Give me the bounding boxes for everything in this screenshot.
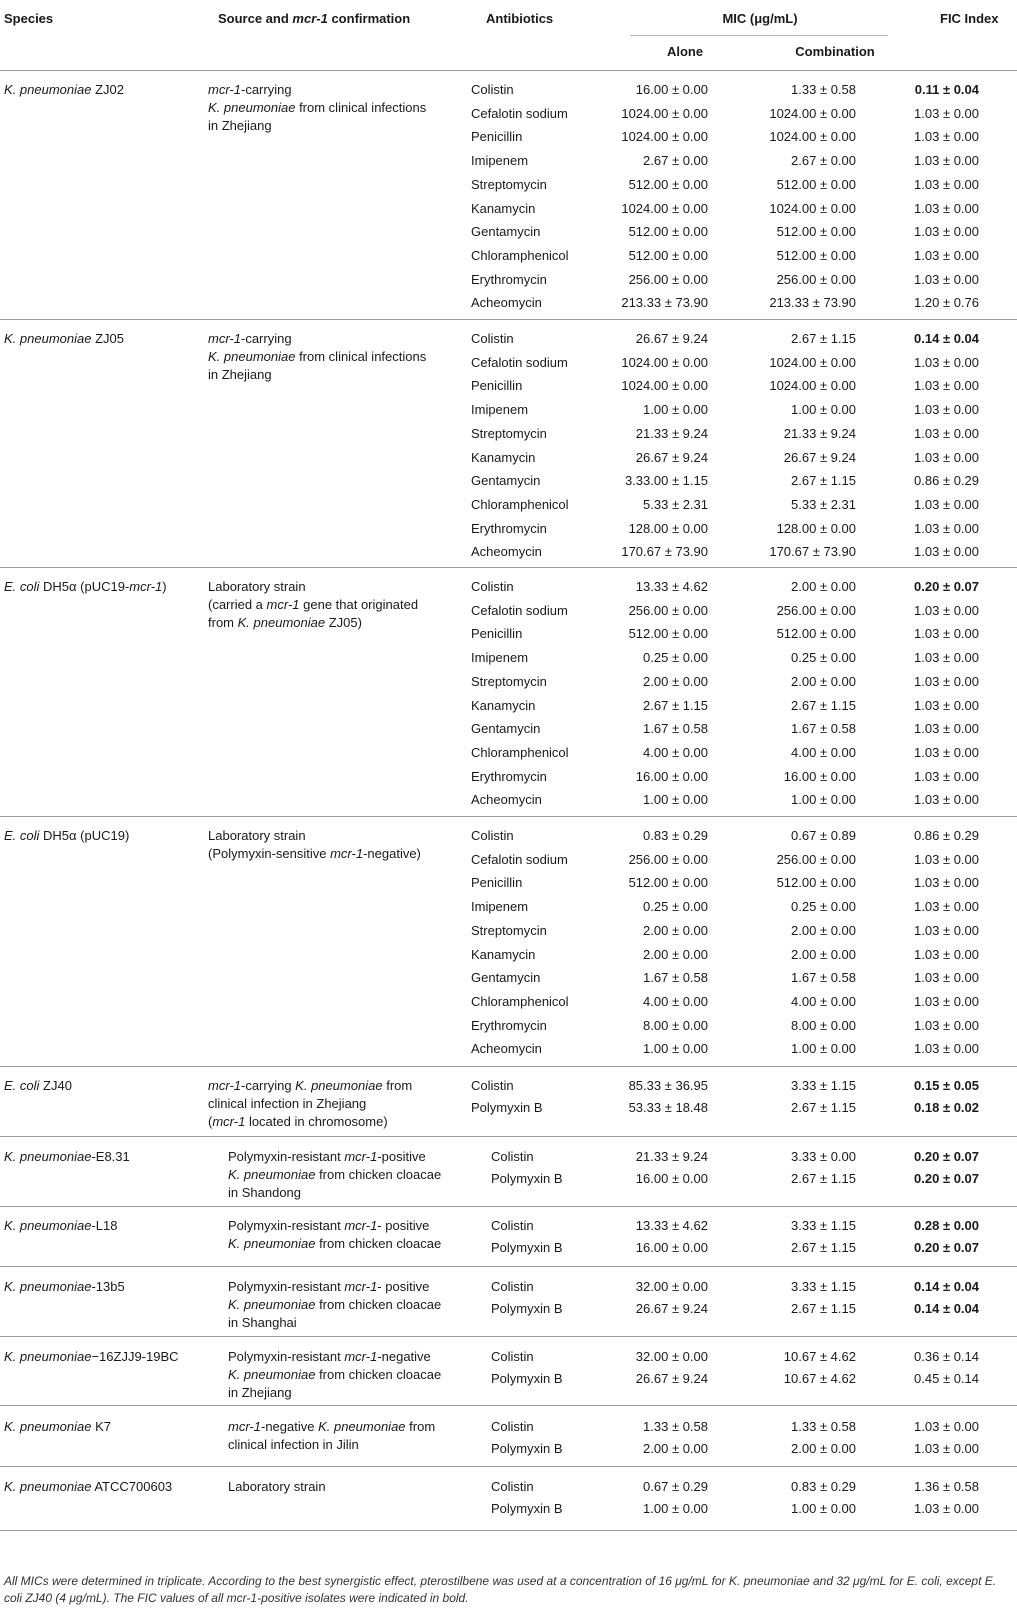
mic-alone-value: 0.25 ± 0.00: [643, 650, 708, 666]
mic-alone-value: 256.00 ± 0.00: [628, 602, 708, 618]
fic-index-value: 0.45 ± 0.14: [914, 1370, 979, 1386]
antibiotic-name: Colistin: [491, 1479, 534, 1494]
fic-index-value: 1.03 ± 0.00: [914, 970, 979, 986]
row-separator: [0, 1066, 1017, 1067]
row-separator: [0, 1136, 1017, 1137]
row-separator: [0, 816, 1017, 817]
mic-alone-value: 1024.00 ± 0.00: [621, 378, 708, 394]
mic-alone-value: 1.00 ± 0.00: [643, 402, 708, 418]
mic-alone-value: 21.33 ± 9.24: [635, 425, 708, 441]
fic-index-value: 0.20 ± 0.07: [914, 579, 979, 594]
mic-combination-value: 1.00 ± 0.00: [791, 1041, 856, 1057]
mic-combination-value: 1.00 ± 0.00: [791, 402, 856, 418]
mic-combination-value: 256.00 ± 0.00: [776, 851, 856, 867]
source-line: Polymyxin-resistant mcr-1- positive: [228, 1279, 430, 1294]
antibiotic-name: Gentamycin: [471, 473, 541, 489]
mic-combination-value: 2.67 ± 0.00: [791, 153, 856, 169]
fic-index-value: 1.03 ± 0.00: [914, 744, 979, 760]
mic-combination-value: 512.00 ± 0.00: [776, 626, 856, 642]
species-name: K. pneumoniae-E8.31: [4, 1149, 130, 1164]
mic-combination-value: 16.00 ± 0.00: [783, 768, 856, 784]
mic-combination-value: 2.00 ± 0.00: [791, 579, 856, 594]
antibiotic-name: Cefalotin sodium: [471, 602, 568, 618]
row-separator: [0, 1206, 1017, 1207]
mic-combination-value: 1.00 ± 0.00: [791, 792, 856, 808]
mic-combination-value: 0.67 ± 0.89: [791, 828, 856, 843]
antibiotic-name: Polymyxin B: [491, 1170, 563, 1186]
mic-alone-value: 512.00 ± 0.00: [628, 247, 708, 263]
mic-alone-value: 2.67 ± 1.15: [643, 697, 708, 713]
antibiotic-name: Colistin: [491, 1349, 534, 1364]
fic-index-value: 0.11 ± 0.04: [914, 82, 979, 97]
mic-alone-value: 4.00 ± 0.00: [643, 744, 708, 760]
antibiotic-name: Streptomycin: [471, 176, 547, 192]
source-line: in Shanghai: [228, 1315, 297, 1330]
antibiotic-name: Chloramphenicol: [471, 247, 569, 263]
mic-alone-value: 26.67 ± 9.24: [635, 1370, 708, 1386]
mic-combination-value: 512.00 ± 0.00: [776, 224, 856, 240]
fic-index-value: 1.03 ± 0.00: [914, 449, 979, 465]
mic-alone-value: 16.00 ± 0.00: [635, 1239, 708, 1255]
mic-alone-value: 21.33 ± 9.24: [635, 1149, 708, 1164]
fic-index-value: 1.03 ± 0.00: [914, 247, 979, 263]
source-line: K. pneumoniae from chicken cloacae: [228, 1367, 442, 1382]
mic-alone-value: 8.00 ± 0.00: [643, 1017, 708, 1033]
fic-index-value: 1.03 ± 0.00: [914, 946, 979, 962]
mic-alone-value: 32.00 ± 0.00: [635, 1279, 708, 1294]
fic-index-value: 1.03 ± 0.00: [914, 129, 979, 145]
fic-index-value: 1.03 ± 0.00: [914, 993, 979, 1009]
row-separator: [0, 567, 1017, 568]
mic-combination-value: 2.00 ± 0.00: [791, 946, 856, 962]
source-line: (Polymyxin-sensitive mcr-1-negative): [208, 846, 421, 861]
mic-alone-value: 13.33 ± 4.62: [635, 579, 708, 594]
fic-index-value: 0.86 ± 0.29: [914, 828, 979, 843]
mic-alone-value: 0.83 ± 0.29: [643, 828, 708, 843]
antibiotic-name: Gentamycin: [471, 970, 541, 986]
antibiotic-name: Acheomycin: [471, 544, 542, 560]
mic-combination-value: 21.33 ± 9.24: [783, 425, 856, 441]
antibiotic-name: Imipenem: [471, 650, 529, 666]
mic-combination-value: 1024.00 ± 0.00: [769, 105, 856, 121]
fic-index-value: 1.03 ± 0.00: [914, 768, 979, 784]
source-line: mcr-1-carrying K. pneumoniae from: [208, 1078, 413, 1093]
mic-combination-value: 2.67 ± 1.15: [791, 697, 856, 713]
source-line: K. pneumoniae from clinical infections: [208, 100, 427, 115]
fic-index-value: 1.03 ± 0.00: [914, 1419, 979, 1434]
header-mic: MIC (μg/mL): [722, 11, 798, 26]
fic-index-value: 1.03 ± 0.00: [914, 1500, 979, 1516]
mic-alone-value: 1.00 ± 0.00: [643, 792, 708, 808]
mic-combination-value: 3.33 ± 0.00: [791, 1149, 856, 1164]
mic-alone-value: 256.00 ± 0.00: [628, 271, 708, 287]
mic-alone-value: 1024.00 ± 0.00: [621, 354, 708, 370]
source-line: in Shandong: [228, 1185, 302, 1200]
antibiotic-name: Cefalotin sodium: [471, 105, 568, 121]
mic-combination-value: 0.83 ± 0.29: [791, 1479, 856, 1494]
fic-index-value: 1.03 ± 0.00: [914, 200, 979, 216]
source-line: Polymyxin-resistant mcr-1-positive: [228, 1149, 426, 1164]
fic-index-value: 0.15 ± 0.05: [914, 1078, 979, 1093]
mic-alone-value: 512.00 ± 0.00: [628, 626, 708, 642]
mic-alone-value: 4.00 ± 0.00: [643, 993, 708, 1009]
mic-combination-value: 8.00 ± 0.00: [791, 1017, 856, 1033]
mic-combination-value: 26.67 ± 9.24: [783, 449, 856, 465]
antibiotic-name: Polymyxin B: [491, 1500, 563, 1516]
antibiotic-name: Chloramphenicol: [471, 993, 569, 1009]
mic-combination-value: 2.67 ± 1.15: [791, 331, 856, 346]
mic-combination-value: 512.00 ± 0.00: [776, 176, 856, 192]
mic-combination-value: 1024.00 ± 0.00: [769, 354, 856, 370]
fic-index-value: 1.03 ± 0.00: [914, 520, 979, 536]
antibiotic-name: Acheomycin: [471, 792, 542, 808]
mic-combination-value: 10.67 ± 4.62: [783, 1370, 856, 1386]
header-alone: Alone: [666, 44, 704, 59]
fic-index-value: 1.03 ± 0.00: [914, 105, 979, 121]
species-name: K. pneumoniae−16ZJJ9-19BC: [4, 1349, 179, 1364]
mic-combination-value: 1.33 ± 0.58: [791, 1419, 856, 1434]
source-line: clinical infection in Zhejiang: [208, 1096, 367, 1111]
antibiotic-name: Cefalotin sodium: [471, 354, 568, 370]
antibiotic-name: Erythromycin: [471, 1017, 547, 1033]
antibiotic-name: Streptomycin: [471, 673, 547, 689]
fic-index-value: 1.03 ± 0.00: [914, 354, 979, 370]
fic-index-value: 1.03 ± 0.00: [914, 899, 979, 915]
header-fic-index: FIC Index: [940, 11, 999, 26]
source-line: Polymyxin-resistant mcr-1-negative: [228, 1349, 431, 1364]
mic-combination-value: 2.00 ± 0.00: [791, 922, 856, 938]
fic-index-value: 0.20 ± 0.07: [914, 1239, 979, 1255]
source-line: in Zhejiang: [228, 1385, 292, 1400]
species-name: K. pneumoniae ZJ02: [4, 82, 124, 97]
fic-index-value: 1.03 ± 0.00: [914, 176, 979, 192]
source-line: mcr-1-carrying: [208, 331, 292, 346]
mic-alone-value: 53.33 ± 18.48: [628, 1099, 708, 1115]
mic-combination-value: 3.33 ± 1.15: [791, 1078, 856, 1093]
mic-alone-value: 1024.00 ± 0.00: [621, 129, 708, 145]
antibiotic-name: Colistin: [491, 1279, 534, 1294]
mic-alone-value: 2.00 ± 0.00: [643, 673, 708, 689]
antibiotic-name: Penicillin: [471, 875, 523, 891]
antibiotic-name: Chloramphenicol: [471, 744, 569, 760]
antibiotic-name: Cefalotin sodium: [471, 851, 568, 867]
fic-index-value: 1.03 ± 0.00: [914, 721, 979, 737]
antibiotic-name: Colistin: [491, 1149, 534, 1164]
mic-combination-value: 213.33 ± 73.90: [769, 295, 856, 311]
antibiotic-name: Erythromycin: [471, 520, 547, 536]
antibiotic-name: Colistin: [471, 828, 514, 843]
fic-index-value: 0.14 ± 0.04: [914, 1279, 979, 1294]
header-combination: Combination: [795, 44, 875, 59]
antibiotic-name: Polymyxin B: [471, 1099, 543, 1115]
mic-alone-value: 1.00 ± 0.00: [643, 1041, 708, 1057]
antibiotic-name: Penicillin: [471, 626, 523, 642]
mic-alone-value: 512.00 ± 0.00: [628, 875, 708, 891]
row-separator: [0, 1466, 1017, 1467]
mic-combination-value: 3.33 ± 1.15: [791, 1218, 856, 1233]
fic-index-value: 1.03 ± 0.00: [914, 1041, 979, 1057]
fic-index-value: 1.03 ± 0.00: [914, 851, 979, 867]
mic-combination-value: 10.67 ± 4.62: [783, 1349, 856, 1364]
source-line: Laboratory strain: [228, 1479, 326, 1494]
mic-combination-value: 1024.00 ± 0.00: [769, 200, 856, 216]
mic-alone-value: 2.00 ± 0.00: [643, 946, 708, 962]
antibiotic-name: Penicillin: [471, 378, 523, 394]
antibiotic-name: Kanamycin: [471, 200, 536, 216]
antibiotic-name: Polymyxin B: [491, 1239, 563, 1255]
row-separator: [0, 319, 1017, 320]
antibiotic-name: Chloramphenicol: [471, 496, 569, 512]
mic-combination-value: 2.67 ± 1.15: [791, 1170, 856, 1186]
fic-index-value: 1.03 ± 0.00: [914, 875, 979, 891]
mic-alone-value: 2.00 ± 0.00: [643, 1440, 708, 1456]
mic-alone-value: 256.00 ± 0.00: [628, 851, 708, 867]
species-name: K. pneumoniae-L18: [4, 1218, 118, 1233]
antibiotic-name: Colistin: [491, 1419, 534, 1434]
antibiotic-name: Polymyxin B: [491, 1440, 563, 1456]
antibiotic-name: Polymyxin B: [491, 1300, 563, 1316]
fic-index-value: 1.03 ± 0.00: [914, 224, 979, 240]
mic-alone-value: 1.67 ± 0.58: [643, 721, 708, 737]
mic-combination-value: 128.00 ± 0.00: [776, 520, 856, 536]
fic-index-value: 0.28 ± 0.00: [914, 1218, 979, 1233]
species-name: E. coli ZJ40: [4, 1078, 72, 1093]
header-antibiotics: Antibiotics: [486, 11, 554, 26]
antibiotic-name: Kanamycin: [471, 449, 536, 465]
antibiotic-name: Colistin: [491, 1218, 534, 1233]
row-separator: [0, 70, 1017, 71]
mic-combination-value: 2.00 ± 0.00: [791, 673, 856, 689]
fic-index-value: 0.36 ± 0.14: [914, 1349, 979, 1364]
fic-index-value: 1.03 ± 0.00: [914, 922, 979, 938]
mic-alone-value: 1024.00 ± 0.00: [621, 200, 708, 216]
fic-index-value: 1.03 ± 0.00: [914, 1017, 979, 1033]
antibiotic-name: Polymyxin B: [491, 1370, 563, 1386]
mic-alone-value: 512.00 ± 0.00: [628, 176, 708, 192]
antibiotic-name: Colistin: [471, 579, 514, 594]
mic-alone-value: 1.67 ± 0.58: [643, 970, 708, 986]
source-line: (mcr-1 located in chromosome): [208, 1114, 388, 1129]
mic-alone-value: 26.67 ± 9.24: [635, 331, 708, 346]
row-separator: [0, 1405, 1017, 1406]
source-line: mcr-1-carrying: [208, 82, 292, 97]
source-line: Polymyxin-resistant mcr-1- positive: [228, 1218, 430, 1233]
mic-combination-value: 1.00 ± 0.00: [791, 1500, 856, 1516]
mic-alone-value: 1.00 ± 0.00: [643, 1500, 708, 1516]
fic-index-value: 1.03 ± 0.00: [914, 425, 979, 441]
mic-alone-value: 85.33 ± 36.95: [628, 1078, 708, 1093]
fic-index-value: 1.20 ± 0.76: [914, 295, 979, 311]
fic-index-value: 0.20 ± 0.07: [914, 1149, 979, 1164]
fic-index-value: 1.03 ± 0.00: [914, 271, 979, 287]
fic-index-value: 1.03 ± 0.00: [914, 496, 979, 512]
antibiotic-name: Colistin: [471, 331, 514, 346]
mic-combination-value: 256.00 ± 0.00: [776, 602, 856, 618]
mic-combination-value: 1024.00 ± 0.00: [769, 378, 856, 394]
mic-alone-value: 0.67 ± 0.29: [643, 1479, 708, 1494]
row-separator: [0, 1336, 1017, 1337]
mic-combination-value: 512.00 ± 0.00: [776, 247, 856, 263]
fic-index-value: 1.03 ± 0.00: [914, 650, 979, 666]
mic-combination-value: 2.67 ± 1.15: [791, 1300, 856, 1316]
antibiotic-name: Gentamycin: [471, 224, 541, 240]
species-name: E. coli DH5α (pUC19): [4, 828, 130, 843]
mic-combination-value: 1.33 ± 0.58: [791, 82, 856, 97]
fic-index-value: 1.36 ± 0.58: [914, 1479, 979, 1494]
mic-combination-value: 0.25 ± 0.00: [791, 899, 856, 915]
mic-alone-value: 3.33.00 ± 1.15: [624, 473, 708, 489]
mic-combination-value: 2.67 ± 1.15: [791, 1239, 856, 1255]
fic-index-value: 1.03 ± 0.00: [914, 626, 979, 642]
source-line: in Zhejiang: [208, 118, 272, 133]
table-footnote: All MICs were determined in triplicate. According to the best synergistic effect, pterostilbene was used at a concentration of 16 μg/mL for K. pneumoniae and 32 μg/mL for E. coli, except E. coli ZJ40 (4 μg/mL). The FIC values of all mcr-1-positive isolates were indicated in bold.: [4, 1574, 997, 1605]
mic-combination-value: 4.00 ± 0.00: [791, 993, 856, 1009]
row-separator: [0, 1266, 1017, 1267]
fic-index-value: 0.14 ± 0.04: [914, 331, 979, 346]
fic-index-value: 1.03 ± 0.00: [914, 402, 979, 418]
fic-index-value: 1.03 ± 0.00: [914, 544, 979, 560]
fic-index-value: 0.18 ± 0.02: [914, 1099, 979, 1115]
fic-index-value: 1.03 ± 0.00: [914, 153, 979, 169]
antibiotic-name: Acheomycin: [471, 295, 542, 311]
mic-alone-value: 32.00 ± 0.00: [635, 1349, 708, 1364]
source-line: from K. pneumoniae ZJ05): [208, 615, 362, 630]
mic-combination-value: 2.67 ± 1.15: [791, 473, 856, 489]
mic-alone-value: 512.00 ± 0.00: [628, 224, 708, 240]
mic-alone-value: 2.67 ± 0.00: [643, 153, 708, 169]
mic-alone-value: 170.67 ± 73.90: [621, 544, 708, 560]
antibiotic-name: Kanamycin: [471, 946, 536, 962]
mic-combination-value: 2.67 ± 1.15: [791, 1099, 856, 1115]
mic-alone-value: 16.00 ± 0.00: [635, 1170, 708, 1186]
source-line: K. pneumoniae from chicken cloacae: [228, 1236, 442, 1251]
mic-combination-value: 1.67 ± 0.58: [791, 721, 856, 737]
source-line: Laboratory strain: [208, 579, 306, 594]
species-name: E. coli DH5α (pUC19-mcr-1): [4, 579, 167, 594]
mic-alone-value: 128.00 ± 0.00: [628, 520, 708, 536]
source-line: K. pneumoniae from chicken cloacae: [228, 1167, 442, 1182]
source-line: K. pneumoniae from clinical infections: [208, 349, 427, 364]
antibiotic-name: Erythromycin: [471, 271, 547, 287]
source-line: K. pneumoniae from chicken cloacae: [228, 1297, 442, 1312]
source-line: in Zhejiang: [208, 367, 272, 382]
mic-alone-value: 2.00 ± 0.00: [643, 922, 708, 938]
mic-alone-value: 0.25 ± 0.00: [643, 899, 708, 915]
fic-index-value: 0.14 ± 0.04: [914, 1300, 979, 1316]
antibiotic-name: Imipenem: [471, 402, 529, 418]
mic-combination-value: 512.00 ± 0.00: [776, 875, 856, 891]
antibiotic-name: Streptomycin: [471, 425, 547, 441]
fic-index-value: 1.03 ± 0.00: [914, 792, 979, 808]
mic-alone-value: 1.33 ± 0.58: [643, 1419, 708, 1434]
antibiotic-name: Penicillin: [471, 129, 523, 145]
mic-combination-value: 2.00 ± 0.00: [791, 1440, 856, 1456]
mic-combination-value: 1024.00 ± 0.00: [769, 129, 856, 145]
fic-index-value: 1.03 ± 0.00: [914, 378, 979, 394]
antibiotic-name: Imipenem: [471, 153, 529, 169]
antibiotic-name: Imipenem: [471, 899, 529, 915]
mic-alone-value: 26.67 ± 9.24: [635, 449, 708, 465]
mic-divider: [630, 35, 888, 36]
fic-index-value: 0.20 ± 0.07: [914, 1170, 979, 1186]
mic-alone-value: 213.33 ± 73.90: [621, 295, 708, 311]
fic-index-value: 1.03 ± 0.00: [914, 1440, 979, 1456]
source-line: mcr-1-negative K. pneumoniae from: [228, 1419, 436, 1434]
mic-combination-value: 5.33 ± 2.31: [791, 496, 856, 512]
source-line: clinical infection in Jilin: [228, 1437, 359, 1452]
species-name: K. pneumoniae K7: [4, 1419, 111, 1434]
antibiotic-name: Gentamycin: [471, 721, 541, 737]
antibiotic-name: Acheomycin: [471, 1041, 542, 1057]
fic-index-value: 1.03 ± 0.00: [914, 697, 979, 713]
fic-index-value: 1.03 ± 0.00: [914, 673, 979, 689]
species-name: K. pneumoniae-13b5: [4, 1279, 125, 1294]
source-line: Laboratory strain: [208, 828, 306, 843]
header-source: Source and mcr-1 confirmation: [218, 11, 411, 26]
mic-alone-value: 16.00 ± 0.00: [635, 768, 708, 784]
species-name: K. pneumoniae ZJ05: [4, 331, 124, 346]
source-line: (carried a mcr-1 gene that originated: [208, 597, 419, 612]
antibiotic-name: Colistin: [471, 82, 514, 97]
mic-combination-value: 4.00 ± 0.00: [791, 744, 856, 760]
row-separator: [0, 1530, 1017, 1531]
species-name: K. pneumoniae ATCC700603: [4, 1479, 173, 1494]
mic-combination-value: 256.00 ± 0.00: [776, 271, 856, 287]
mic-alone-value: 13.33 ± 4.62: [635, 1218, 708, 1233]
antibiotic-name: Kanamycin: [471, 697, 536, 713]
mic-alone-value: 26.67 ± 9.24: [635, 1300, 708, 1316]
mic-alone-value: 16.00 ± 0.00: [635, 82, 708, 97]
fic-index-value: 0.86 ± 0.29: [914, 473, 979, 489]
fic-index-value: 1.03 ± 0.00: [914, 602, 979, 618]
mic-alone-value: 5.33 ± 2.31: [643, 496, 708, 512]
header-species: Species: [4, 11, 54, 26]
mic-alone-value: 1024.00 ± 0.00: [621, 105, 708, 121]
mic-combination-value: 0.25 ± 0.00: [791, 650, 856, 666]
mic-combination-value: 3.33 ± 1.15: [791, 1279, 856, 1294]
antibiotic-name: Streptomycin: [471, 922, 547, 938]
antibiotic-name: Erythromycin: [471, 768, 547, 784]
mic-combination-value: 1.67 ± 0.58: [791, 970, 856, 986]
mic-combination-value: 170.67 ± 73.90: [769, 544, 856, 560]
antibiotic-name: Colistin: [471, 1078, 514, 1093]
